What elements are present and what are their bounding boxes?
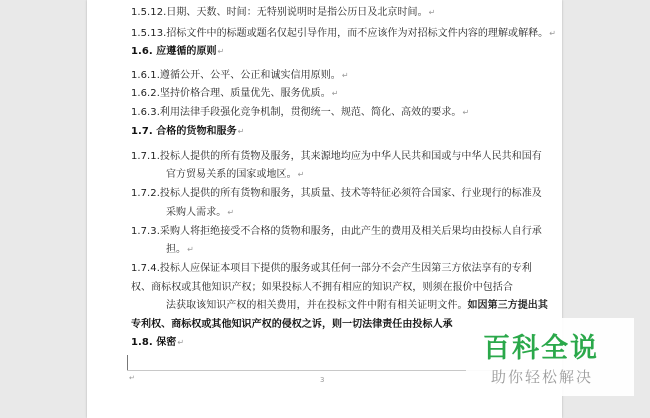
footer-paragraph-mark: ↵ (129, 374, 135, 382)
watermark-title: 百科全说 (483, 333, 599, 364)
watermark-logo (466, 318, 634, 396)
paragraph-mark: ↵ (331, 89, 339, 98)
clause-1-7-2-line-1: 1.7.2.投标人提供的所有货物和服务，其质量、技术等特征必须符合国家、行业现行的标准及 (131, 188, 542, 199)
page-number: 3 (320, 376, 325, 384)
watermark-subtitle: 助你轻松解决 (491, 368, 594, 386)
heading-1-6: 1.6. 应遵循的原则↵ (131, 46, 225, 57)
heading-1-8: 1.8. 保密↵ (131, 337, 185, 348)
clause-1-6-1: 1.6.1.遵循公开、公平、公正和诚实信用原则。↵ (131, 70, 349, 81)
page-corner-mark (127, 355, 136, 371)
clause-1-5-12: 1.5.12.日期、天数、时间：无特别说明时是指公历日及北京时间。↵ (131, 7, 436, 18)
paragraph-mark: ↵ (187, 245, 194, 254)
heading-1-7: 1.7. 合格的货物和服务↵ (131, 126, 245, 137)
bold-clause-tail: 如因第三方提出其 (467, 300, 548, 311)
clause-1-7-4-line-1: 1.7.4.投标人应保证本项目下提供的服务或其任何一部分不会产生因第三方依法享有的专利 (131, 263, 532, 274)
clause-1-6-2: 1.6.2.坚持价格合理、质量优先、服务优质。↵ (131, 88, 339, 99)
clause-1-7-4-line-3: 法获取该知识产权的相关费用，并在投标文件中附有相关证明文件。如因第三方提出其 (166, 300, 548, 311)
paragraph-mark: ↵ (237, 127, 245, 136)
clause-1-7-4-line-2: 权、商标权或其他知识产权；如果投标人不拥有相应的知识产权，则须在报价中包括合 (131, 282, 513, 293)
clause-1-6-3: 1.6.3.利用法律手段强化竞争机制，贯彻统一、规范、简化、高效的要求。↵ (131, 107, 470, 118)
clause-1-5-13: 1.5.13.招标文件中的标题或题名仅起引导作用，而不应该作为对招标文件内容的理解或解释。↵ (131, 28, 556, 39)
paragraph-mark: ↵ (297, 170, 305, 179)
clause-1-7-4-line-4: 专利权、商标权或其他知识产权的侵权之诉，则一切法律责任由投标人承 (131, 319, 453, 330)
clause-1-7-1-line-1: 1.7.1.投标人提供的所有货物及服务，其来源地均应为中华人民共和国或与中华人民共和国有 (131, 151, 542, 162)
paragraph-mark: ↵ (428, 8, 436, 17)
paragraph-mark: ↵ (227, 208, 235, 217)
clause-1-7-2-line-2: 采购人需求。↵ (166, 207, 235, 218)
clause-1-7-3-line-2: 担。↵ (166, 244, 194, 255)
clause-1-7-3-line-1: 1.7.3.采购人将拒绝接受不合格的货物和服务，由此产生的费用及相关后果均由投标人自行承 (131, 226, 542, 237)
paragraph-mark: ↵ (549, 29, 556, 38)
paragraph-mark: ↵ (462, 108, 470, 117)
paragraph-mark: ↵ (217, 47, 225, 56)
clause-1-7-1-line-2: 官方贸易关系的国家或地区。↵ (166, 169, 305, 180)
paragraph-mark: ↵ (177, 338, 185, 347)
paragraph-mark: ↵ (341, 71, 349, 80)
